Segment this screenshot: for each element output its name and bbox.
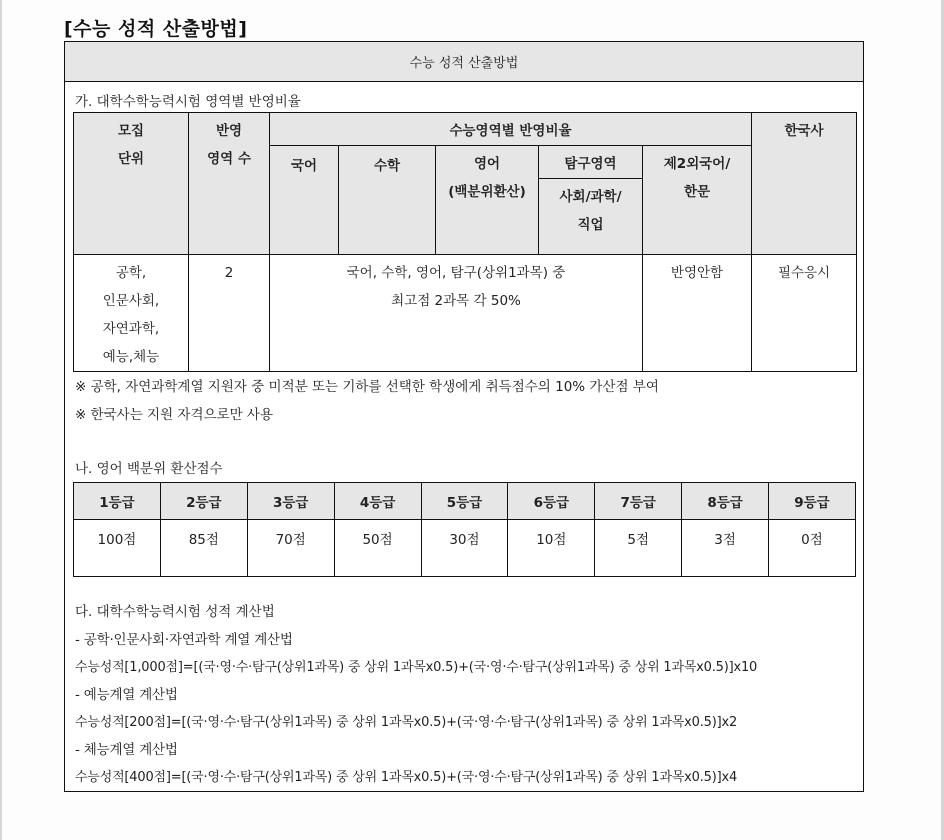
header-count-line1: 반영 bbox=[215, 123, 243, 139]
grade-header: 4등급 bbox=[334, 483, 421, 520]
grade-header: 6등급 bbox=[508, 483, 595, 520]
page-title: [수능 성적 산출방법] bbox=[64, 18, 248, 40]
header-inquiry: 탐구영역 bbox=[539, 146, 643, 179]
formula-sports: 수능성적[400점]=[(국·영·수·탐구(상위1과목) 중 상위 1과목x0.5)+(국·영·수·탐구(상위1과목) 중 상위 1과목x0.5)]x4 bbox=[75, 770, 738, 785]
grade-header: 3등급 bbox=[247, 483, 334, 520]
box-header-title: 수능 성적 산출방법 bbox=[409, 56, 519, 71]
row-unit-line: 예능,체능 bbox=[102, 349, 160, 365]
header-second-lang-line1: 제2외국어/ bbox=[663, 156, 731, 172]
formula-heading-sports: - 체능계열 계산법 bbox=[75, 742, 178, 758]
section-c-label: 다. 대학수학능력시험 성적 계산법 bbox=[75, 604, 275, 620]
ratio-table bbox=[73, 112, 857, 372]
row-second-lang: 반영안함 bbox=[643, 255, 752, 372]
grade-score: 100점 bbox=[74, 520, 161, 577]
header-unit-line2: 단위 bbox=[117, 151, 145, 167]
row-count: 2 bbox=[189, 255, 270, 372]
header-korean: 국어 bbox=[270, 146, 339, 255]
row-ratio bbox=[270, 255, 643, 372]
grade-header: 1등급 bbox=[74, 483, 161, 520]
row-unit bbox=[74, 255, 189, 372]
note-history: ※ 한국사는 지원 자격으로만 사용 bbox=[75, 407, 274, 423]
header-history: 한국사 bbox=[752, 113, 857, 255]
header-inquiry-sub-line1: 사회/과학/ bbox=[559, 189, 622, 205]
header-inquiry-sub bbox=[539, 179, 643, 255]
formula-arts: 수능성적[200점]=[(국·영·수·탐구(상위1과목) 중 상위 1과목x0.5)+(국·영·수·탐구(상위1과목) 중 상위 1과목x0.5)]x2 bbox=[75, 715, 738, 730]
note-bonus: ※ 공학, 자연과학계열 지원자 중 미적분 또는 기하를 선택한 학생에게 취득점수의 10% 가산점 부여 bbox=[75, 379, 659, 395]
row-unit-line: 인문사회, bbox=[102, 293, 160, 309]
grade-score: 30점 bbox=[421, 520, 508, 577]
row-unit-line: 자연과학, bbox=[102, 321, 160, 337]
grade-score: 3점 bbox=[682, 520, 769, 577]
score-method-box bbox=[64, 41, 864, 792]
grade-header: 2등급 bbox=[160, 483, 247, 520]
header-second-lang bbox=[643, 146, 752, 255]
row-history: 필수응시 bbox=[752, 255, 857, 372]
row-ratio-line2: 최고점 2과목 각 50% bbox=[391, 293, 521, 309]
grade-header: 7등급 bbox=[595, 483, 682, 520]
grade-header: 5등급 bbox=[421, 483, 508, 520]
header-english-line2: (백분위환산) bbox=[448, 184, 526, 200]
header-ratio-group: 수능영역별 반영비율 bbox=[270, 113, 752, 146]
header-math: 수학 bbox=[339, 146, 436, 255]
section-a-label: 가. 대학수학능력시험 영역별 반영비율 bbox=[75, 94, 301, 110]
grade-score: 85점 bbox=[160, 520, 247, 577]
grade-score: 10점 bbox=[508, 520, 595, 577]
header-english-line1: 영어 bbox=[473, 156, 501, 172]
english-score-table bbox=[73, 482, 856, 577]
header-count-line2: 영역 수 bbox=[207, 151, 251, 167]
grade-header: 9등급 bbox=[769, 483, 856, 520]
grade-score: 0점 bbox=[769, 520, 856, 577]
row-unit-line: 공학, bbox=[115, 265, 147, 281]
page-left-edge bbox=[0, 0, 2, 840]
box-header bbox=[65, 42, 863, 82]
header-inquiry-sub-line2: 직업 bbox=[577, 217, 604, 233]
row-ratio-line1: 국어, 수학, 영어, 탐구(상위1과목) 중 bbox=[346, 265, 566, 281]
grade-header: 8등급 bbox=[682, 483, 769, 520]
grade-score: 50점 bbox=[334, 520, 421, 577]
section-b-label: 나. 영어 백분위 환산점수 bbox=[75, 461, 223, 477]
header-count bbox=[189, 113, 270, 255]
header-unit-line1: 모집 bbox=[117, 123, 145, 139]
grade-score: 5점 bbox=[595, 520, 682, 577]
header-unit bbox=[74, 113, 189, 255]
grade-score: 70점 bbox=[247, 520, 334, 577]
formula-engineering: 수능성적[1,000점]=[(국·영·수·탐구(상위1과목) 중 상위 1과목x0.5)+(국·영·수·탐구(상위1과목) 중 상위 1과목x0.5)]x10 bbox=[75, 660, 758, 675]
header-english bbox=[436, 146, 539, 255]
formula-heading-arts: - 예능계열 계산법 bbox=[75, 687, 178, 703]
formula-heading-engineering: - 공학·인문사회·자연과학 계열 계산법 bbox=[75, 632, 293, 648]
header-second-lang-line2: 한문 bbox=[683, 184, 711, 200]
